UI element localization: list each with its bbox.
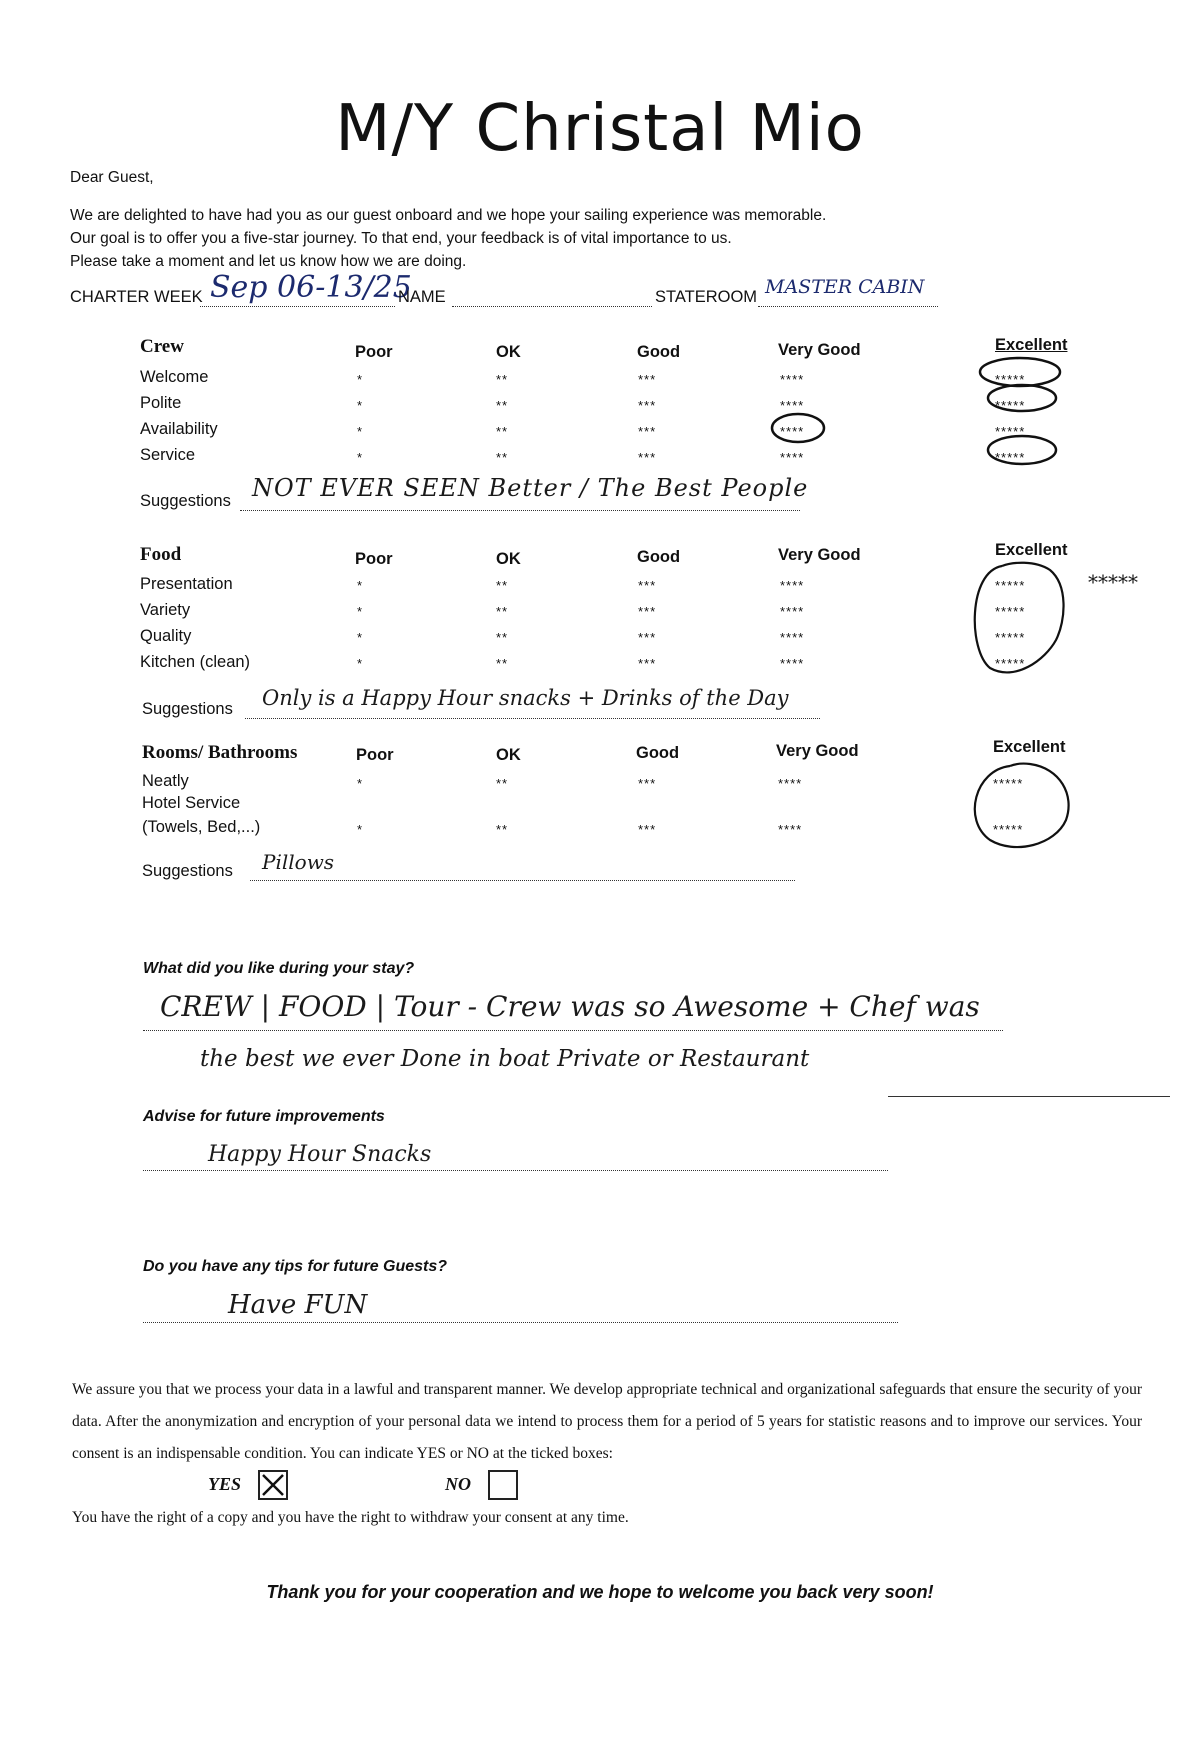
rating-excellent[interactable]: ***** <box>995 604 1026 619</box>
rooms-item-hotel-service-detail: (Towels, Bed,...) <box>142 818 261 836</box>
rating-ok[interactable]: ** <box>496 424 509 439</box>
food-item-kitchen: Kitchen (clean) <box>140 653 251 671</box>
rating-excellent[interactable]: ***** <box>995 450 1026 465</box>
rating-very-good[interactable]: **** <box>778 776 803 791</box>
rating-good[interactable]: *** <box>638 822 657 837</box>
rating-poor[interactable]: * <box>357 424 364 439</box>
crew-item-service: Service <box>140 446 196 464</box>
rating-excellent[interactable]: ***** <box>995 398 1026 413</box>
rating-excellent[interactable]: ***** <box>995 424 1026 439</box>
rights-notice: You have the right of a copy and you have the right to withdraw your consent at any time. <box>72 1509 629 1526</box>
rating-poor[interactable]: * <box>357 630 364 645</box>
rating-good[interactable]: *** <box>638 398 657 413</box>
rooms-header-very-good: Very Good <box>776 742 859 760</box>
intro-line-3: Please take a moment and let us know how we are doing. <box>70 253 467 270</box>
rating-very-good[interactable]: **** <box>778 822 803 837</box>
rating-very-good[interactable]: **** <box>780 450 805 465</box>
rating-ok[interactable]: ** <box>496 656 509 671</box>
crew-header-ok: OK <box>496 343 521 361</box>
rating-ok[interactable]: ** <box>496 822 509 837</box>
rating-very-good[interactable]: **** <box>780 372 805 387</box>
tips-question: Do you have any tips for future Guests? <box>143 1258 448 1275</box>
crew-header-excellent: Excellent <box>995 336 1068 354</box>
rating-good[interactable]: *** <box>638 776 657 791</box>
food-header-ok: OK <box>496 550 521 568</box>
consent-yes-label: YES <box>208 1474 242 1494</box>
rating-good[interactable]: *** <box>638 656 657 671</box>
liked-extra-line <box>888 1096 1170 1097</box>
rating-ok[interactable]: ** <box>496 630 509 645</box>
liked-question: What did you like during your stay? <box>143 960 415 977</box>
charter-week-label: CHARTER WEEK <box>70 288 203 306</box>
consent-no-checkbox[interactable] <box>488 1470 518 1500</box>
liked-line <box>143 1030 1003 1031</box>
rating-ok[interactable]: ** <box>496 398 509 413</box>
tips-line <box>143 1322 898 1323</box>
liked-answer-line-2[interactable]: the best we ever Done in boat Private or Restaurant <box>200 1046 810 1072</box>
privacy-notice: We assure you that we process your data in a lawful and transparent manner. We develop appropriate technical and organizational safeguards that ensure the security of your data. After the anonymization and encryption of your personal data we intend to process them for a period of 5 years for statistic reasons and to improve our services. Your consent is an indispensable condition. You can indicate YES or NO at the ticked boxes: <box>72 1381 1142 1462</box>
intro-line-2: Our goal is to offer you a five-star journey. To that end, your feedback is of vital importance to us. <box>70 230 732 247</box>
rating-poor[interactable]: * <box>357 604 364 619</box>
improve-answer[interactable]: Happy Hour Snacks <box>208 1142 432 1167</box>
rating-excellent[interactable]: ***** <box>993 822 1024 837</box>
rating-excellent[interactable]: ***** <box>995 372 1026 387</box>
tips-answer[interactable]: Have FUN <box>228 1290 368 1320</box>
rating-excellent[interactable]: ***** <box>995 578 1026 593</box>
rooms-suggestions-label: Suggestions <box>142 862 233 880</box>
rating-good[interactable]: *** <box>638 372 657 387</box>
crew-item-availability: Availability <box>140 420 218 438</box>
rating-poor[interactable]: * <box>357 372 364 387</box>
rating-poor[interactable]: * <box>357 776 364 791</box>
name-label: NAME <box>398 288 446 306</box>
food-header-good: Good <box>637 548 681 566</box>
intro-line-1: We are delighted to have had you as our guest onboard and we hope your sailing experience was memorable. <box>70 207 827 224</box>
food-suggestions-field[interactable]: Only is a Happy Hour snacks + Drinks of the Day <box>262 686 789 710</box>
consent-no-label: NO <box>445 1474 471 1494</box>
greeting: Dear Guest, <box>70 169 154 186</box>
rating-ok[interactable]: ** <box>496 450 509 465</box>
checkbox-x-mark-icon <box>260 1472 286 1498</box>
crew-header-very-good: Very Good <box>778 341 861 359</box>
rating-poor[interactable]: * <box>357 450 364 465</box>
rating-good[interactable]: *** <box>638 630 657 645</box>
rating-poor[interactable]: * <box>357 398 364 413</box>
stateroom-label: STATEROOM <box>655 288 758 306</box>
rooms-header-ok: OK <box>496 746 521 764</box>
rating-good[interactable]: *** <box>638 578 657 593</box>
rating-excellent[interactable]: ***** <box>993 776 1024 791</box>
food-item-presentation: Presentation <box>140 575 233 593</box>
rating-good[interactable]: *** <box>638 450 657 465</box>
rating-very-good[interactable]: **** <box>780 424 805 439</box>
crew-suggestions-label: Suggestions <box>140 492 231 510</box>
rating-very-good[interactable]: **** <box>780 630 805 645</box>
rooms-header-poor: Poor <box>356 746 394 764</box>
food-header-excellent: Excellent <box>995 541 1068 559</box>
rating-poor[interactable]: * <box>357 822 364 837</box>
liked-answer-line-1[interactable]: CREW | FOOD | Tour - Crew was so Awesome + Chef was <box>160 990 980 1023</box>
crew-header-good: Good <box>637 343 681 361</box>
rating-very-good[interactable]: **** <box>780 578 805 593</box>
crew-item-polite: Polite <box>140 394 182 412</box>
rooms-header-excellent: Excellent <box>993 738 1066 756</box>
rating-poor[interactable]: * <box>357 578 364 593</box>
crew-suggestions-field[interactable]: NOT EVER SEEN Better / The Best People <box>252 474 809 502</box>
rooms-section-title: Rooms/ Bathrooms <box>142 742 298 763</box>
food-item-quality: Quality <box>140 627 192 645</box>
rating-ok[interactable]: ** <box>496 578 509 593</box>
food-side-note: ***** <box>1088 570 1138 594</box>
improve-line <box>143 1170 888 1171</box>
rooms-suggestions-field[interactable]: Pillows <box>262 850 335 874</box>
rooms-item-hotel-service: Hotel Service <box>142 794 241 812</box>
rating-very-good[interactable]: **** <box>780 398 805 413</box>
food-header-very-good: Very Good <box>778 546 861 564</box>
rooms-suggestions-line <box>250 880 795 881</box>
consent-yes-checkbox[interactable] <box>258 1470 288 1500</box>
rating-very-good[interactable]: **** <box>780 604 805 619</box>
rating-ok[interactable]: ** <box>496 372 509 387</box>
rating-excellent[interactable]: ***** <box>995 656 1026 671</box>
rooms-item-neatly: Neatly <box>142 772 189 790</box>
rating-very-good[interactable]: **** <box>780 656 805 671</box>
food-header-poor: Poor <box>355 550 393 568</box>
crew-header-poor: Poor <box>355 343 393 361</box>
rating-excellent[interactable]: ***** <box>995 630 1026 645</box>
crew-item-welcome: Welcome <box>140 368 209 386</box>
crew-section-title: Crew <box>140 336 184 357</box>
thank-you-message: Thank you for your cooperation and we hope to welcome you back very soon! <box>266 1582 934 1602</box>
charter-week-field[interactable]: Sep 06-13/25 <box>210 270 412 305</box>
rating-good[interactable]: *** <box>638 424 657 439</box>
food-section-title: Food <box>140 544 182 565</box>
rating-ok[interactable]: ** <box>496 776 509 791</box>
page-title: M/Y Christal Mio <box>335 92 865 166</box>
improve-question: Advise for future improvements <box>143 1108 385 1125</box>
stateroom-field[interactable]: MASTER CABIN <box>765 276 925 298</box>
rating-good[interactable]: *** <box>638 604 657 619</box>
rating-ok[interactable]: ** <box>496 604 509 619</box>
rating-poor[interactable]: * <box>357 656 364 671</box>
rooms-header-good: Good <box>636 744 680 762</box>
food-suggestions-label: Suggestions <box>142 700 233 718</box>
food-item-variety: Variety <box>140 601 191 619</box>
